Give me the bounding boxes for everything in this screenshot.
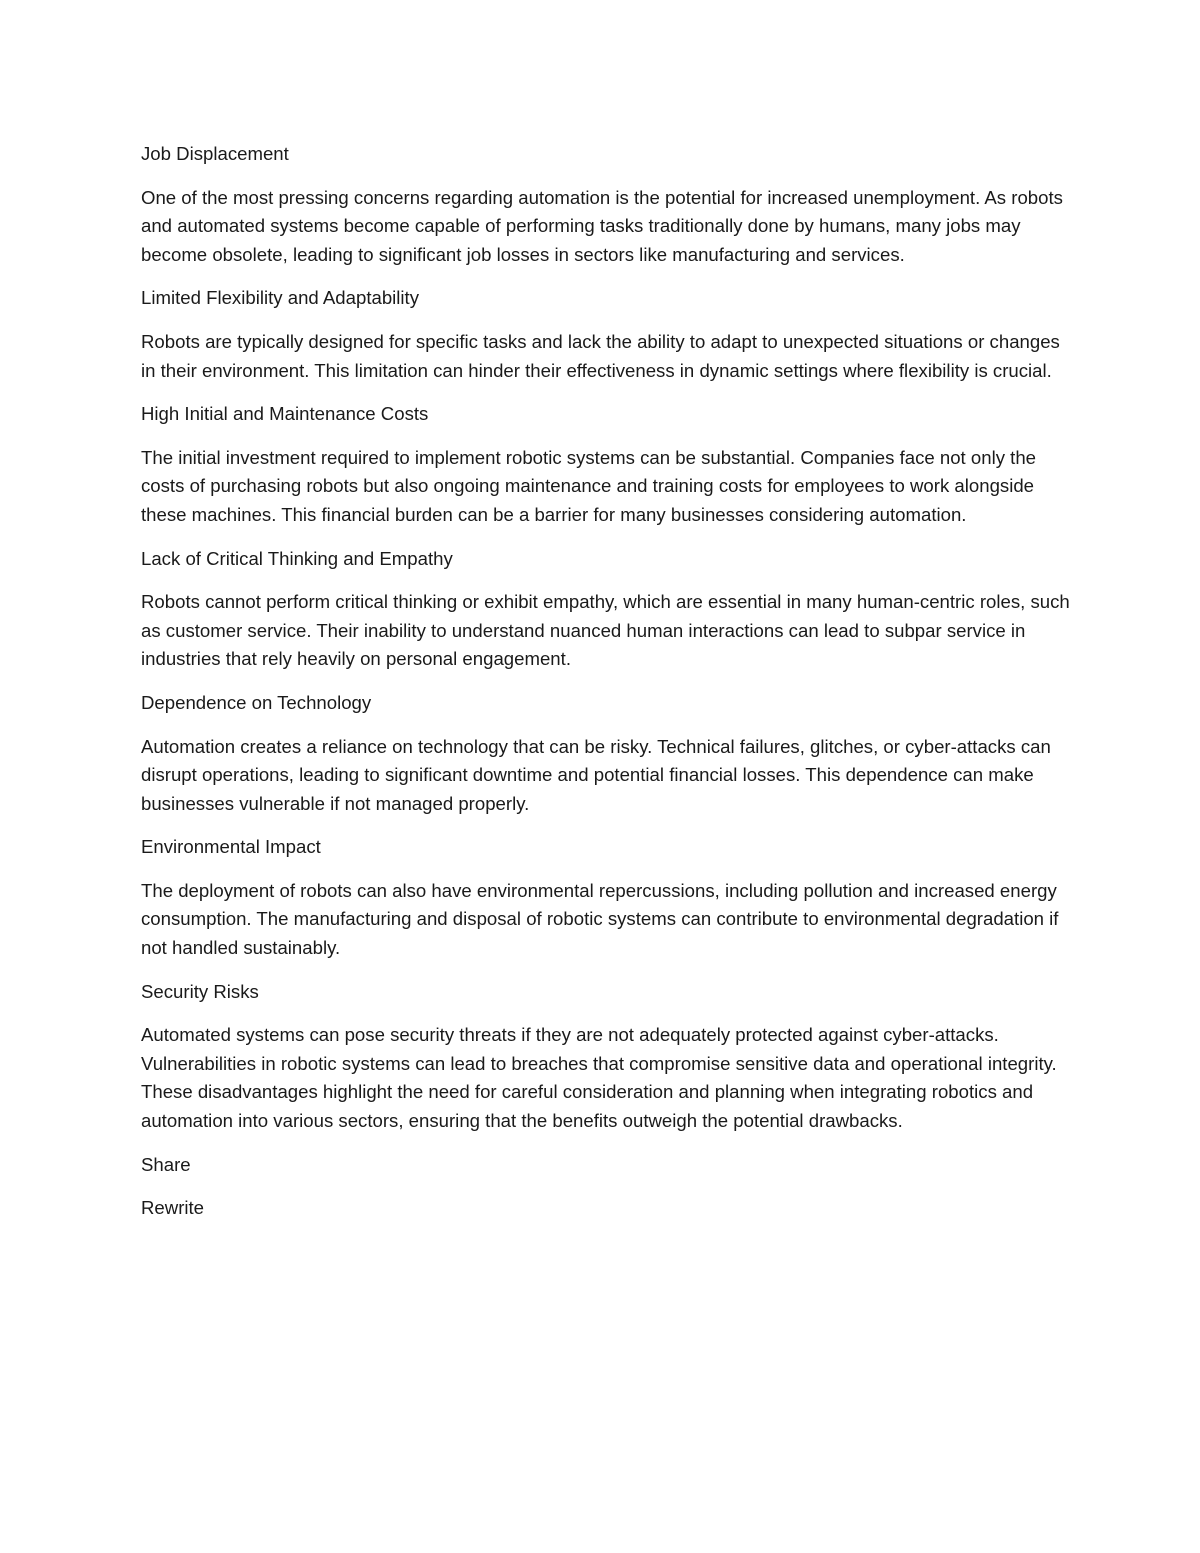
section-body-security: Automated systems can pose security threats if they are not adequately protected against cyber-attacks. Vulnerabilities in robotic systems can lead to breaches that compromise sensitive data and operational integrity. These disadvantages highlight the need for careful consideration and planning when integrating robotics and automation into various sectors, ensuring that the benefits outweigh the potential drawbacks. <box>141 1024 1057 1132</box>
share-text: Share <box>141 1153 191 1175</box>
section-body-job-displacement: One of the most pressing concerns regarding automation is the potential for increased unemployment. As robots and automated systems become capable of performing tasks traditionally done by humans, many jobs may become obsolete, leading to significant job losses in sectors like manufacturing and services. <box>141 186 1063 265</box>
section-body-environmental: The deployment of robots can also have environmental repercussions, including pollution and increased energy consumption. The manufacturing and disposal of robotic systems can contribute to environmental degradation if not handled sustainably. <box>141 879 1059 959</box>
rewrite-text: Rewrite <box>141 1197 205 1219</box>
section-heading-costs: High Initial and Maintenance Costs <box>141 403 429 425</box>
section-heading-limited-flexibility: Limited Flexibility and Adaptability <box>141 287 420 309</box>
section-body-dependence: Automation creates a reliance on technology that can be risky. Technical failures, glitches, or cyber-attacks can disrupt operations, leading to significant downtime and potential financial losses. This dependence can make businesses vulnerable if not managed properly. <box>141 735 1051 814</box>
document-content <box>141 140 1071 1238</box>
section-body-costs: The initial investment required to implement robotic systems can be substantial. Companies face not only the costs of purchasing robots but also ongoing maintenance and training costs for employees to work alongside these machines. This financial burden can be a barrier for many businesses considering automation. <box>141 446 1037 525</box>
section-heading-dependence: Dependence on Technology <box>141 691 372 713</box>
section-heading-environmental: Environmental Impact <box>141 836 321 858</box>
section-body-limited-flexibility: Robots are typically designed for specific tasks and lack the ability to adapt to unexpected situations or changes in their environment. This limitation can hinder their effectiveness in dynamic settings where flexibility is crucial. <box>141 330 1060 381</box>
section-heading-security: Security Risks <box>141 980 259 1002</box>
section-heading-job-displacement: Job Displacement <box>141 143 289 164</box>
section-body-critical-thinking: Robots cannot perform critical thinking or exhibit empathy, which are essential in many human-centric roles, such as customer service. Their inability to understand nuanced human interactions can lead to subpar service in industries that rely heavily on personal engagement. <box>141 591 1070 670</box>
section-heading-critical-thinking: Lack of Critical Thinking and Empathy <box>141 547 453 569</box>
